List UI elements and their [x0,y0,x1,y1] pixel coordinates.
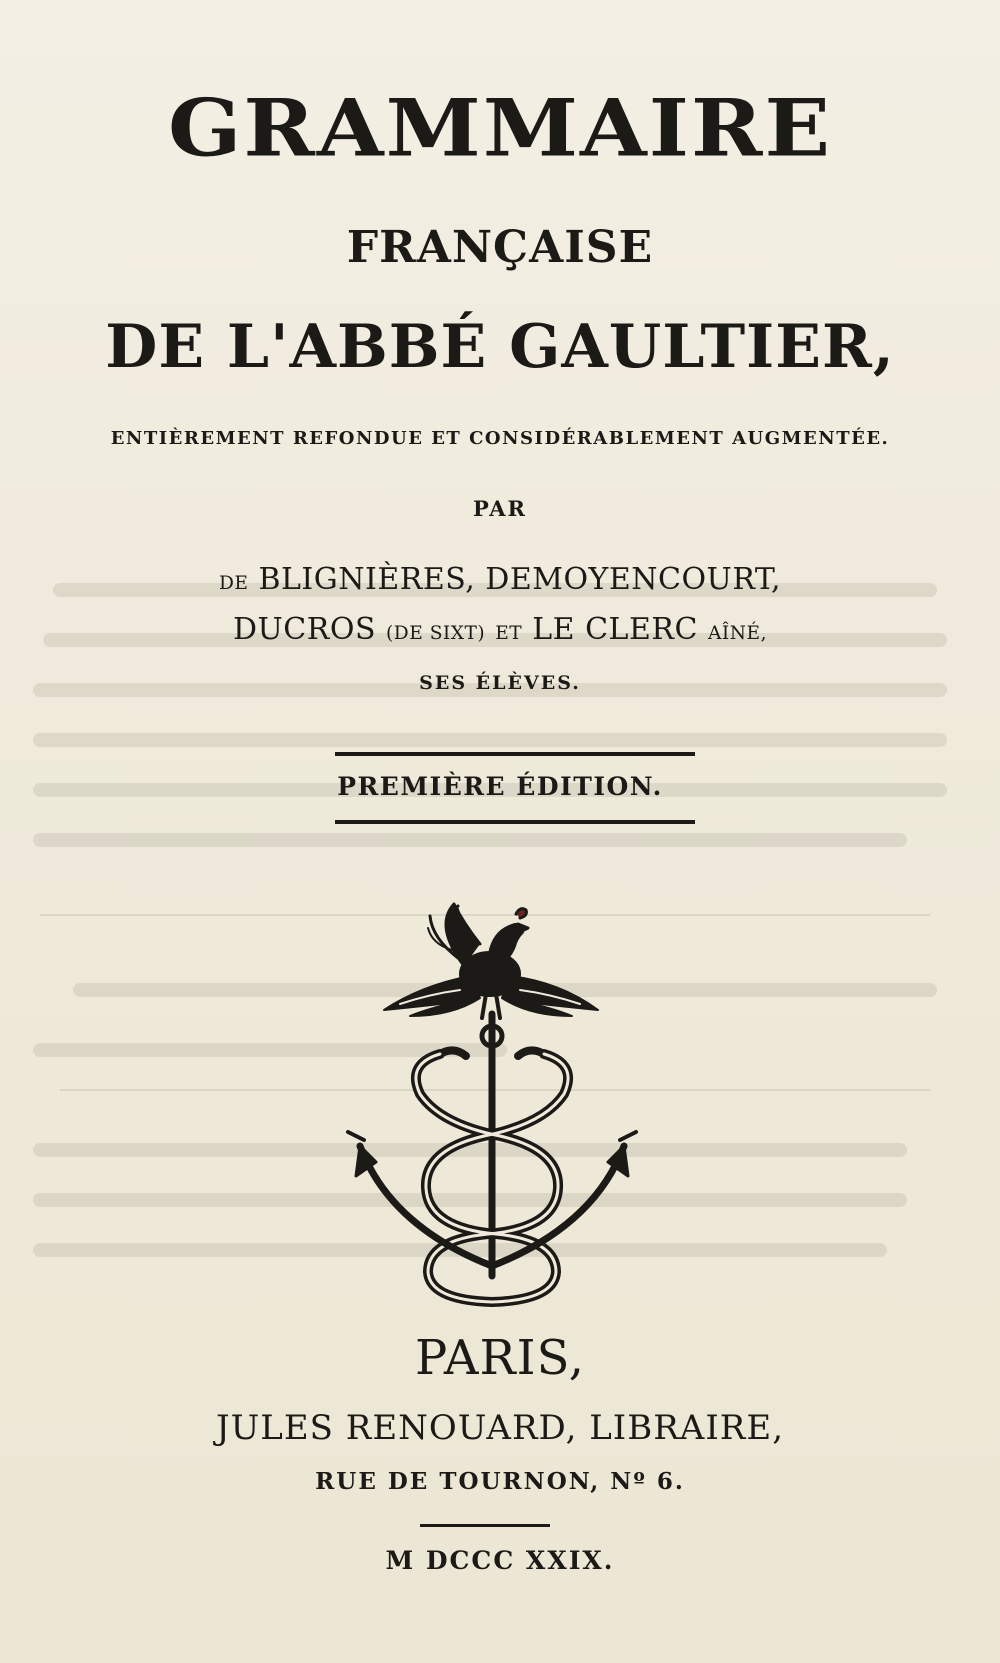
imprint-city: PARIS, [414,1330,586,1386]
imprint-year: M DCCC XXIX. [385,1546,615,1575]
students-label: SES ÉLÈVES. [419,672,581,694]
author-aine: AÎNÉ, [707,623,768,644]
rooster-caduceus-anchor-emblem-icon [340,896,660,1316]
rule-bottom [335,820,695,824]
book-author-line: DE L'ABBÉ GAULTIER, [105,312,895,382]
edition-label: PREMIÈRE ÉDITION. [337,772,663,801]
authors-line-1-prefix: DE [218,573,249,594]
rule-imprint [420,1524,550,1527]
by-label: PAR [472,496,527,521]
authors-line-1-names: BLIGNIÈRES, DEMOYENCOURT, [258,562,782,597]
imprint-address: RUE DE TOURNON, Nº 6. [315,1468,685,1495]
edition-note: ENTIÈREMENT REFONDUE ET CONSIDÉRABLEMENT AUGMENTÉE. [110,428,890,449]
book-title: GRAMMAIRE [167,82,832,175]
rule-top [335,752,695,756]
conjunction: ET [495,623,523,644]
author-sixt: (DE SIXT) [386,623,486,644]
authors-line-2 [0,612,1000,647]
book-subtitle: FRANÇAISE [346,222,654,273]
imprint-publisher: JULES RENOUARD, LIBRAIRE, [215,1408,785,1448]
author-ducros: DUCROS [232,612,376,647]
author-le-clerc: LE CLERC [532,612,698,647]
authors-line-1 [0,562,1000,597]
